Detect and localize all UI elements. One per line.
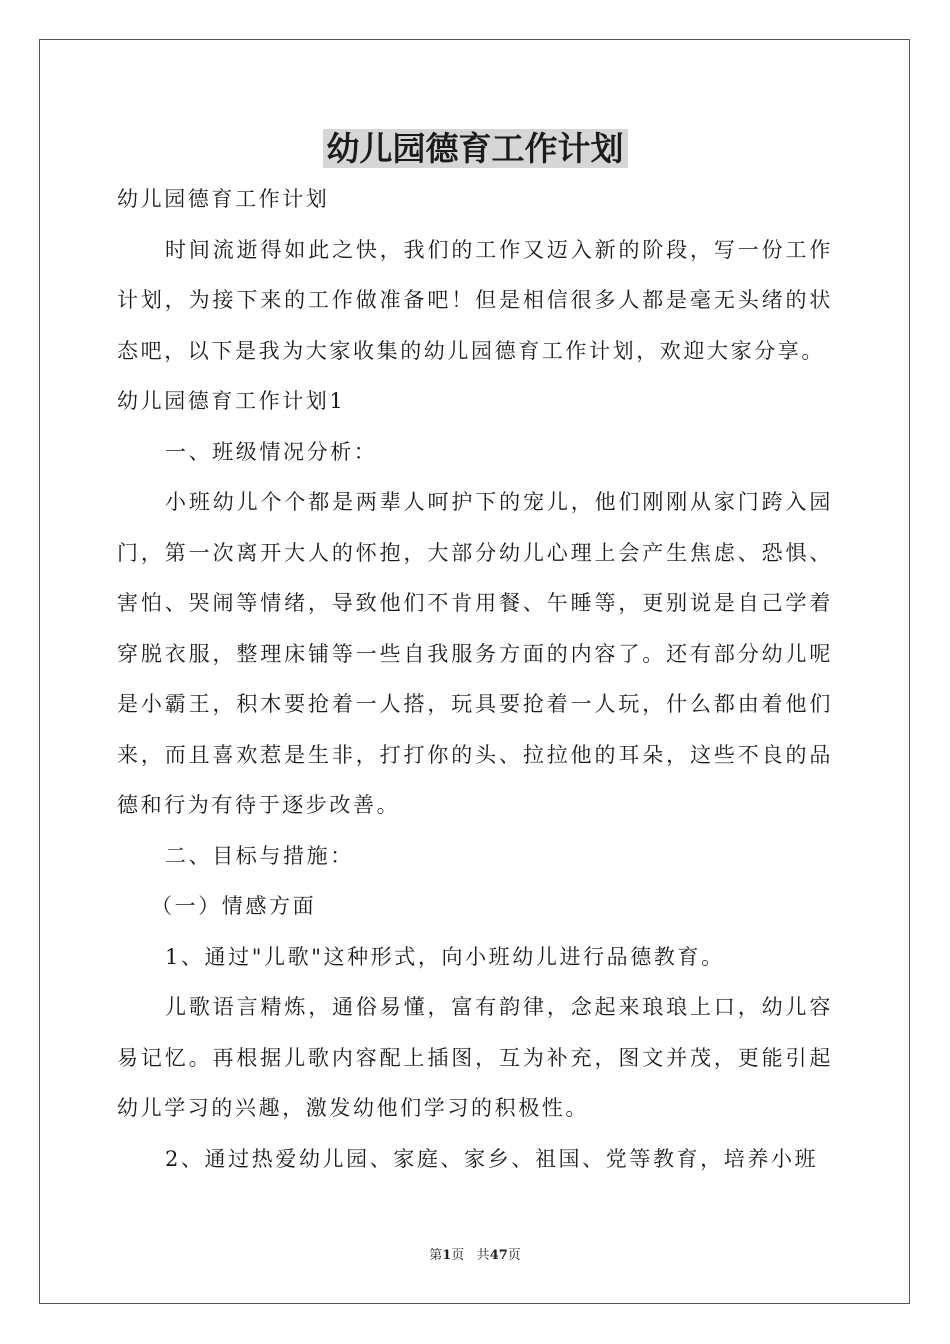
- footer-page-suffix: 页: [451, 1248, 465, 1263]
- paragraph: 二、目标与措施：: [165, 843, 354, 868]
- paragraph: 幼儿园德育工作计划1: [117, 389, 346, 413]
- paragraph: 小班幼儿个个都是两辈人呵护下的宠儿，他们刚刚从家门跨入园门，第一次离开大人的怀抱，大部分幼儿心理上会产生焦虑、恐惧、害怕、哭闹等情绪，导致他们不肯用餐、午睡等，更别说是自己学着穿脱衣服，整理床铺等一些自我服务方面的内容了。还有部分幼儿呢是小霸王，积木要抢着一人搭，玩具要抢着一人玩，什么都由着他们来，而且喜欢惹是生非，打打你的头、拉拉他的耳朵，这些不良的品德和行为有待于逐步改善。: [117, 490, 833, 817]
- paragraph: 一、班级情况分析：: [165, 439, 378, 464]
- page-footer: [0, 1247, 950, 1265]
- footer-page-number: 1: [442, 1248, 452, 1263]
- footer-total-prefix: 共: [476, 1248, 490, 1263]
- paragraph: 幼儿园德育工作计划: [117, 187, 330, 211]
- paragraph: 1、通过"儿歌"这种形式，向小班幼儿进行品德教育。: [165, 944, 725, 969]
- paragraph: （一）情感方面: [151, 894, 317, 918]
- document-body: [117, 174, 833, 1184]
- footer-prefix: 第: [429, 1248, 443, 1263]
- paragraph: 时间流逝得如此之快，我们的工作又迈入新的阶段，写一份工作计划，为接下来的工作做准备吧！但是相信很多人都是毫无头绪的状态吧，以下是我为大家收集的幼儿园德育工作计划，欢迎大家分享。: [117, 237, 833, 363]
- paragraph: 儿歌语言精炼，通俗易懂，富有韵律，念起来琅琅上口，幼儿容易记忆。再根据儿歌内容配上插图，互为补充，图文并茂，更能引起幼儿学习的兴趣，激发幼他们学习的积极性。: [117, 995, 833, 1120]
- footer-total-suffix: 页: [507, 1248, 521, 1263]
- document-title: [0, 124, 950, 174]
- document-title-text: 幼儿园德育工作计划: [323, 129, 628, 168]
- paragraph: 2、通过热爱幼儿园、家庭、家乡、祖国、党等教育，培养小班: [165, 1146, 819, 1171]
- footer-total-pages: 47: [489, 1248, 508, 1263]
